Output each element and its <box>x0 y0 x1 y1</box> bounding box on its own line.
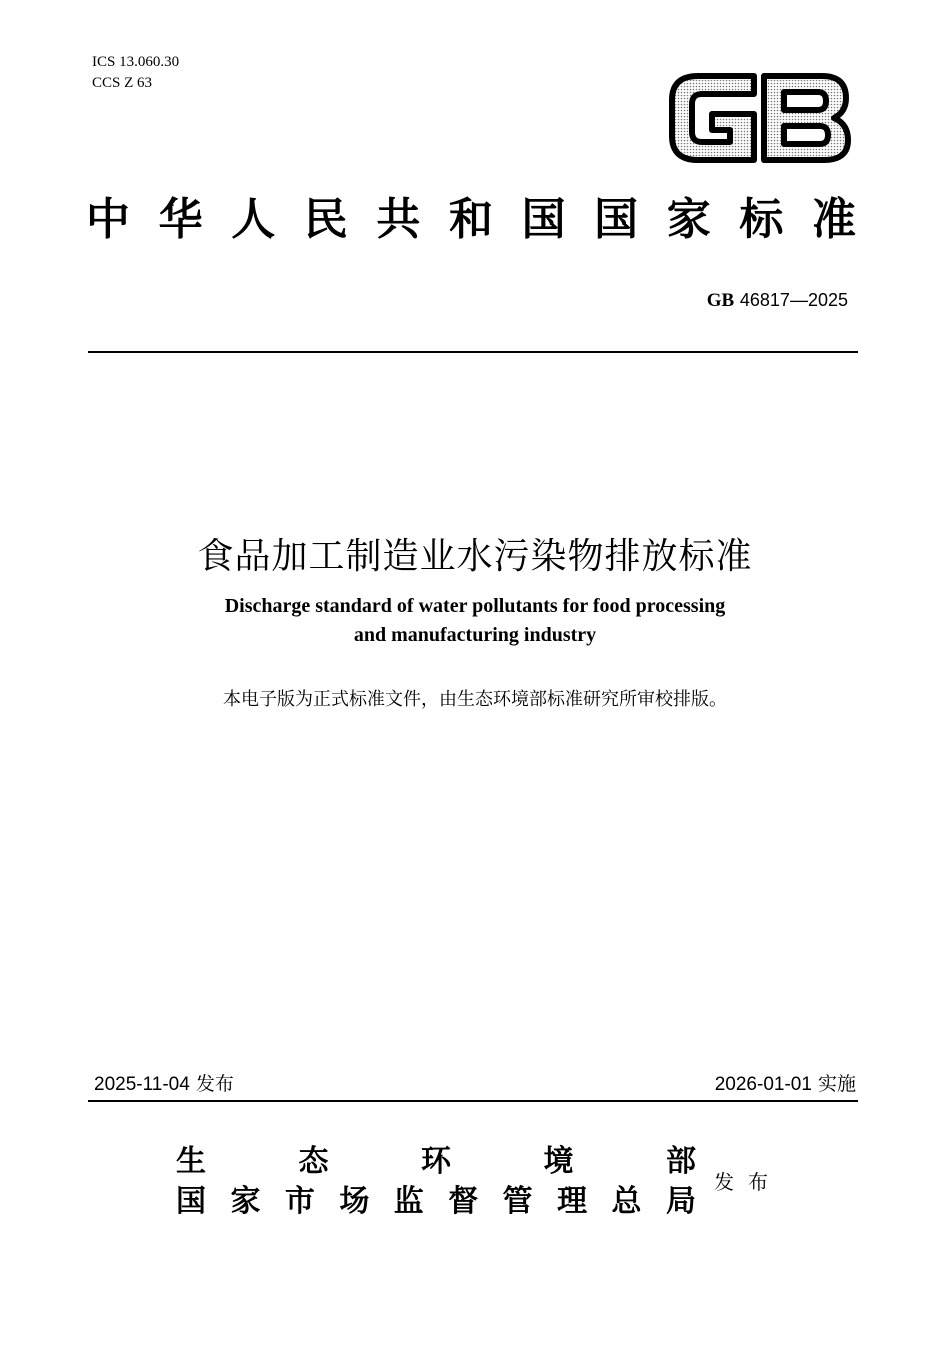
bottom-divider <box>88 1100 858 1102</box>
title-char: 准 <box>811 194 856 245</box>
issuer-char: 国 <box>176 1184 206 1219</box>
standard-prefix: GB <box>706 290 735 311</box>
publish-label: 发布 <box>714 1170 782 1194</box>
issuer-market-regulation <box>176 1182 696 1222</box>
gb-logo <box>668 70 852 166</box>
implementation-date-label: 实施 <box>817 1073 856 1095</box>
standard-code: 46817—2025 <box>739 290 848 310</box>
issuer-char: 环 <box>421 1144 451 1179</box>
standard-number <box>707 288 848 313</box>
title-char: 中 <box>86 194 130 245</box>
ics-code: ICS 13.060.30 <box>92 54 180 70</box>
title-char: 标 <box>739 194 784 245</box>
title-char: 人 <box>231 194 276 245</box>
issuer-char: 态 <box>298 1144 329 1179</box>
classification-codes <box>92 52 179 94</box>
issuer-char: 部 <box>666 1144 696 1179</box>
issuer-char: 监 <box>393 1184 424 1219</box>
issue-date-label: 发布 <box>195 1073 234 1095</box>
issuer-char: 境 <box>543 1144 574 1179</box>
issuer-char: 生 <box>176 1144 206 1179</box>
title-char: 华 <box>158 194 203 245</box>
title-char: 共 <box>376 194 421 245</box>
title-char: 和 <box>448 194 493 245</box>
issuer-char: 局 <box>665 1184 696 1219</box>
implementation-date <box>715 1070 856 1099</box>
issuer-char: 市 <box>284 1184 315 1219</box>
national-standard-title <box>86 192 856 248</box>
standard-title-chinese: 食品加工制造业水污染物排放标准 <box>197 536 753 577</box>
top-divider <box>88 351 858 353</box>
issuer-char: 督 <box>448 1184 479 1219</box>
title-char: 国 <box>594 194 639 245</box>
title-char: 国 <box>521 194 566 245</box>
issue-date <box>94 1070 234 1099</box>
implementation-date-value: 2026-01-01 <box>714 1074 812 1095</box>
issuer-char: 家 <box>230 1184 261 1219</box>
issuer-char: 管 <box>502 1184 533 1219</box>
ccs-code: CCS Z 63 <box>92 75 153 91</box>
english-title-line: and manufacturing industry <box>353 624 597 646</box>
english-title-line: Discharge standard of water pollutants for food processing <box>224 595 726 617</box>
title-char: 民 <box>303 194 348 245</box>
standard-title-english <box>0 592 950 650</box>
electronic-edition-notice: 本电子版为正式标准文件，由生态环境部标准研究所审校排版。 <box>223 689 727 710</box>
issuer-char: 理 <box>557 1184 588 1219</box>
issue-date-value: 2025-11-04 <box>94 1074 190 1095</box>
issuer-char: 场 <box>339 1184 370 1219</box>
issuer-ministry <box>176 1142 696 1182</box>
issuer-char: 总 <box>611 1184 642 1219</box>
title-char: 家 <box>666 194 711 245</box>
